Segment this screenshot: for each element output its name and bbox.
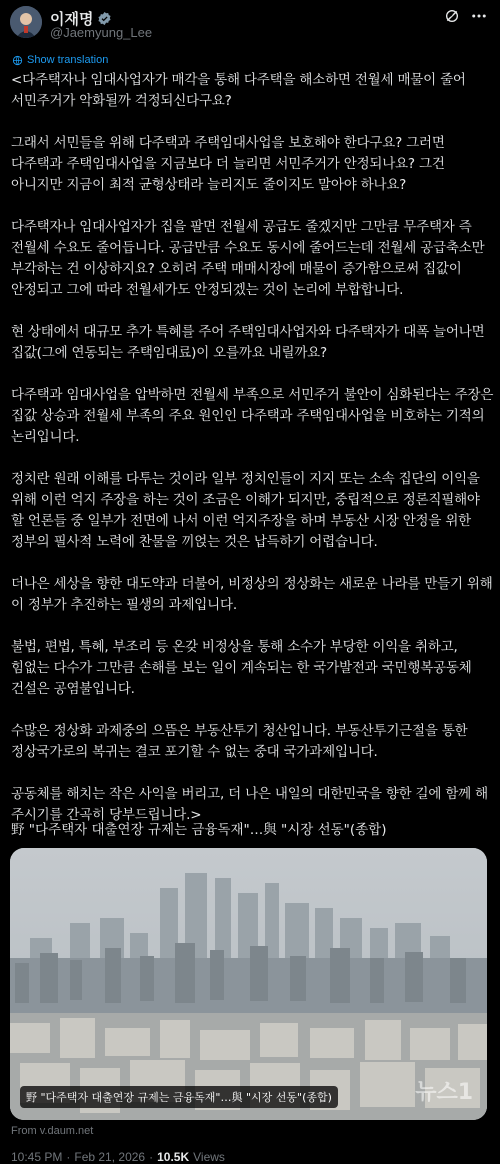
meta-separator-2: · <box>149 1150 154 1164</box>
meta-separator: · <box>66 1150 71 1164</box>
author-handle[interactable]: @Jaemyung_Lee <box>50 25 153 40</box>
tweet-text: <다주택자나 임대사업자가 매각을 통해 다주택을 해소하면 전월세 매물이 줄어 서민주거가 악화될까 걱정되신다구요? 그래서 서민들을 위해 다주택과 주택임대사업을 보호해야 한다구요? 그러면 다주택과 주택임대사업을 지금보다 더 늘리면 서민주거가 안정되나요? 그건 아니지만 지금이 최적 균형상태라 늘리지도 줄이지도 말아야 하나요? 다주택자나 임대사업자가 집을 팔면 전월세 공급도 줄겠지만 그만큼 무주택자 즉 전월세 수요도 줄어듭니다. 공급만큼 수요도 동시에 줄어드는데 전월세 공급축소만 부각하는 건 이상하지요? 오히려 주택 매매시장에 매물이 증가함으로써 집값이 안정되고 그에 따라 전월세가도 안정되겠는 것이 논리에 부합합니다. 현 상태에서 대규모 추가 특혜를 주어 주택임대사업자와 다주택자가 대폭 늘어나면 집값(그에 연동되는 주택임대료)이 오를까요 내릴까요? 다주택과 임대사업을 압박하면 전월세 부족으로 서민주거 불안이 심화된다는 주장은 집값 상승과 전월세 부족의 주요 원인인 다주택과 주택임대사업을 비호하는 기적의 논리입니다. 정치란 원래 이해를 다투는 것이라 일부 정치인들이 지지 또는 소속 집단의 이익을 위해 이런 억지 주장을 하는 것이 조금은 이해가 되지만, 중립적으로 정론직필해야 할 언론들 중 일부가 전면에 나서 이런 억지주장을 하며 부동산 시장 안정을 위한 정부의 필사적 노력에 찬물을 끼얹는 것은 납득하기 어렵습니다. 더나은 세상을 향한 대도약과 더불어, 비정상의 정상화는 새로운 나라를 만들기 위해 이 정부가 추진하는 필생의 과제입니다. 불법, 편법, 특혜, 부조리 등 온갖 비정상을 통해 소수가 부당한 이익을 취하고, 힘없는 다수가 그만큼 손해를 보는 일이 계속되는 한 국가발전과 국민행복공동체 건설은 공염불입니다. 수많은 정상화 과제중의 으뜸은 부동산투기 청산입니다. 부동산투기근절을 통한 정상국가로의 복귀는 결코 포기할 수 없는 중대 국가과제입니다. 공동체를 해치는 작은 사익을 버리고, 더 나은 내일의 대한민국을 향한 길에 함께 해 주시기를 간곡히 당부드립니다.> <box>11 72 494 823</box>
author-display-name[interactable]: 이재명 <box>50 11 94 28</box>
show-translation-label: Show translation <box>27 54 109 66</box>
tweet-meta <box>11 1150 225 1164</box>
verified-badge-icon <box>97 11 112 26</box>
watermark-text: 뉴스1 <box>415 1080 473 1105</box>
views-label: Views <box>193 1150 225 1164</box>
linked-article-title[interactable]: 野 "다주택자 대출연장 규제는 금융독재"…與 "시장 선동"(종합) <box>11 822 387 838</box>
news1-watermark <box>415 1075 473 1106</box>
grok-icon[interactable] <box>444 8 460 24</box>
more-dots-icon[interactable] <box>470 8 488 24</box>
tweet-time[interactable]: 10:45 PM <box>11 1150 63 1164</box>
avatar[interactable] <box>10 6 42 38</box>
link-preview-card[interactable] <box>10 848 487 1120</box>
link-source[interactable]: From v.daum.net <box>11 1125 94 1137</box>
tweet-date[interactable]: Feb 21, 2026 <box>74 1150 146 1164</box>
show-translation-link[interactable] <box>12 54 108 66</box>
card-image-caption: 野 "다주택자 대출연장 규제는 금융독재"…與 "시장 선동"(종합) <box>20 1086 338 1108</box>
views-count: 10.5K <box>157 1150 190 1164</box>
tweet-header <box>10 4 490 42</box>
globe-icon <box>12 55 23 66</box>
